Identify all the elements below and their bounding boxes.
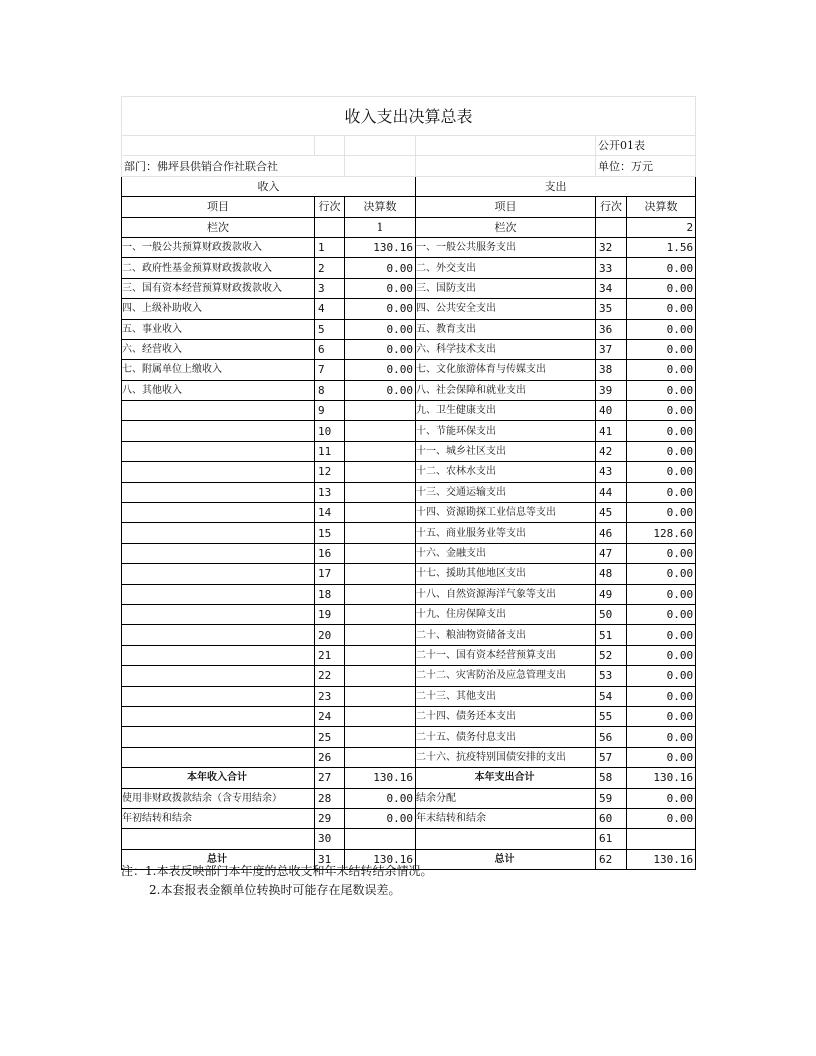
income-item-cell	[122, 503, 315, 523]
expense-section-header: 支出	[416, 176, 696, 196]
expense-line-cell: 44	[596, 482, 627, 502]
income-amount-cell	[345, 441, 416, 461]
expense-amount-cell: 0.00	[627, 278, 696, 298]
income-column-number: 1	[345, 217, 416, 237]
income-amount-cell	[345, 747, 416, 767]
expense-item-cell	[416, 829, 596, 849]
expense-line-cell: 54	[596, 686, 627, 706]
table-row	[122, 543, 696, 563]
income-line-cell: 17	[315, 564, 345, 584]
income-line-cell: 22	[315, 666, 345, 686]
expense-line-cell: 56	[596, 727, 627, 747]
income-item-cell: 六、经营收入	[122, 339, 315, 359]
page-title: 收入支出决算总表	[122, 97, 696, 136]
expense-amount-cell: 0.00	[627, 604, 696, 624]
income-item-cell: 总计	[122, 849, 315, 869]
expense-line-cell: 43	[596, 462, 627, 482]
income-item-cell: 使用非财政拨款结余（含专用结余）	[122, 788, 315, 808]
income-line-cell: 2	[315, 258, 345, 278]
income-item-cell	[122, 829, 315, 849]
expense-item-cell: 八、社会保障和就业支出	[416, 380, 596, 400]
income-line-cell: 6	[315, 339, 345, 359]
income-line-cell: 16	[315, 543, 345, 563]
expense-amount-cell: 0.00	[627, 645, 696, 665]
income-line-cell: 28	[315, 788, 345, 808]
expense-line-cell: 45	[596, 503, 627, 523]
income-item-cell	[122, 645, 315, 665]
income-line-cell: 15	[315, 523, 345, 543]
expense-line-cell: 37	[596, 339, 627, 359]
expense-amount-cell: 0.00	[627, 441, 696, 461]
expense-line-cell: 38	[596, 360, 627, 380]
expense-item-cell: 本年支出合计	[416, 768, 596, 788]
expense-amount-cell: 128.60	[627, 523, 696, 543]
income-line-cell: 4	[315, 299, 345, 319]
expense-line-cell: 34	[596, 278, 627, 298]
table-row	[122, 401, 696, 421]
income-item-cell	[122, 584, 315, 604]
unit-label: 单位：万元	[596, 156, 696, 176]
table-row	[122, 747, 696, 767]
table-row	[122, 339, 696, 359]
expense-line-cell: 49	[596, 584, 627, 604]
expense-line-cell: 39	[596, 380, 627, 400]
form-code: 公开01表	[596, 136, 696, 156]
expense-item-cell: 四、公共安全支出	[416, 299, 596, 319]
report-sheet	[121, 96, 695, 870]
table-row	[122, 604, 696, 624]
expense-line-cell: 47	[596, 543, 627, 563]
income-item-cell: 七、附属单位上缴收入	[122, 360, 315, 380]
income-amount-cell	[345, 604, 416, 624]
table-row	[122, 666, 696, 686]
expense-amount-cell: 0.00	[627, 421, 696, 441]
expense-line-cell: 46	[596, 523, 627, 543]
expense-line-cell: 57	[596, 747, 627, 767]
expense-line-header: 行次	[596, 197, 627, 217]
expense-item-cell: 二十五、债务付息支出	[416, 727, 596, 747]
expense-amount-cell: 0.00	[627, 503, 696, 523]
expense-line-cell: 42	[596, 441, 627, 461]
table-row	[122, 503, 696, 523]
table-row	[122, 482, 696, 502]
expense-item-cell: 十二、农林水支出	[416, 462, 596, 482]
income-item-cell	[122, 727, 315, 747]
expense-item-cell: 六、科学技术支出	[416, 339, 596, 359]
table-row	[122, 299, 696, 319]
income-item-cell	[122, 543, 315, 563]
expense-line-cell: 36	[596, 319, 627, 339]
footnote-1: 注：1.本表反映部门本年度的总收支和年末结转结余情况。	[121, 864, 433, 878]
income-line-cell: 23	[315, 686, 345, 706]
table-row	[122, 768, 696, 788]
expense-item-cell: 二十四、债务还本支出	[416, 706, 596, 726]
income-amount-cell: 0.00	[345, 788, 416, 808]
table-row	[122, 808, 696, 828]
expense-amount-cell: 0.00	[627, 401, 696, 421]
income-item-cell: 一、一般公共预算财政拨款收入	[122, 237, 315, 257]
expense-line-cell: 51	[596, 625, 627, 645]
expense-column-index-label: 栏次	[416, 217, 596, 237]
income-item-cell	[122, 401, 315, 421]
table-row	[122, 319, 696, 339]
income-amount-cell	[345, 523, 416, 543]
expense-item-cell: 十六、金融支出	[416, 543, 596, 563]
income-line-cell: 10	[315, 421, 345, 441]
table-row	[122, 625, 696, 645]
income-line-cell: 19	[315, 604, 345, 624]
table-row	[122, 727, 696, 747]
expense-line-cell: 62	[596, 849, 627, 869]
income-amount-cell	[345, 564, 416, 584]
table-row	[122, 645, 696, 665]
expense-item-header: 项目	[416, 197, 596, 217]
expense-item-cell: 十七、援助其他地区支出	[416, 564, 596, 584]
expense-line-cell: 52	[596, 645, 627, 665]
income-line-cell: 13	[315, 482, 345, 502]
expense-item-cell: 十九、住房保障支出	[416, 604, 596, 624]
expense-item-cell: 十五、商业服务业等支出	[416, 523, 596, 543]
expense-amount-cell: 0.00	[627, 625, 696, 645]
expense-item-cell: 总计	[416, 849, 596, 869]
income-amount-cell	[345, 727, 416, 747]
income-item-header: 项目	[122, 197, 315, 217]
income-line-cell: 25	[315, 727, 345, 747]
income-item-cell: 二、政府性基金预算财政拨款收入	[122, 258, 315, 278]
summary-table	[121, 96, 696, 870]
expense-item-cell: 一、一般公共服务支出	[416, 237, 596, 257]
income-amount-cell	[345, 462, 416, 482]
expense-amount-cell: 0.00	[627, 666, 696, 686]
expense-line-cell: 32	[596, 237, 627, 257]
footnote-2: 2.本套报表金额单位转换时可能存在尾数误差。	[149, 883, 401, 897]
expense-item-cell: 二十三、其他支出	[416, 686, 596, 706]
expense-line-cell: 48	[596, 564, 627, 584]
income-item-cell: 八、其他收入	[122, 380, 315, 400]
expense-amount-cell: 0.00	[627, 706, 696, 726]
income-amount-cell: 130.16	[345, 849, 416, 869]
table-row	[122, 564, 696, 584]
income-amount-cell: 0.00	[345, 380, 416, 400]
expense-line-cell: 58	[596, 768, 627, 788]
expense-amount-cell: 0.00	[627, 727, 696, 747]
expense-item-cell: 年末结转和结余	[416, 808, 596, 828]
expense-amount-cell: 1.56	[627, 237, 696, 257]
table-row	[122, 258, 696, 278]
expense-amount-cell: 0.00	[627, 564, 696, 584]
income-item-cell: 四、上级补助收入	[122, 299, 315, 319]
income-amount-cell: 130.16	[345, 768, 416, 788]
income-item-cell	[122, 625, 315, 645]
expense-amount-cell: 0.00	[627, 808, 696, 828]
expense-item-cell: 二十一、国有资本经营预算支出	[416, 645, 596, 665]
expense-line-cell: 59	[596, 788, 627, 808]
expense-amount-cell	[627, 829, 696, 849]
income-amount-cell	[345, 482, 416, 502]
expense-amount-cell: 0.00	[627, 360, 696, 380]
department-label: 部门：佛坪县供销合作社联合社	[122, 156, 345, 176]
expense-line-cell: 35	[596, 299, 627, 319]
expense-line-cell: 53	[596, 666, 627, 686]
income-item-cell	[122, 564, 315, 584]
expense-item-cell: 二十、粮油物资储备支出	[416, 625, 596, 645]
income-line-cell: 30	[315, 829, 345, 849]
income-amount-header: 决算数	[345, 197, 416, 217]
income-item-cell	[122, 686, 315, 706]
table-row	[122, 421, 696, 441]
income-amount-cell	[345, 625, 416, 645]
expense-item-cell: 二十六、抗疫特别国债安排的支出	[416, 747, 596, 767]
income-amount-cell: 0.00	[345, 258, 416, 278]
table-row	[122, 441, 696, 461]
expense-amount-cell: 0.00	[627, 747, 696, 767]
income-section-header: 收入	[122, 176, 416, 196]
table-row	[122, 686, 696, 706]
income-amount-cell	[345, 401, 416, 421]
table-row	[122, 706, 696, 726]
income-amount-cell: 130.16	[345, 237, 416, 257]
table-row	[122, 584, 696, 604]
expense-amount-cell: 130.16	[627, 849, 696, 869]
income-item-cell	[122, 421, 315, 441]
income-column-index-label: 栏次	[122, 217, 315, 237]
table-row	[122, 523, 696, 543]
income-line-cell: 27	[315, 768, 345, 788]
expense-item-cell: 十三、交通运输支出	[416, 482, 596, 502]
income-item-cell	[122, 706, 315, 726]
income-line-cell: 21	[315, 645, 345, 665]
income-line-cell: 14	[315, 503, 345, 523]
income-line-cell: 7	[315, 360, 345, 380]
table-row	[122, 380, 696, 400]
expense-line-cell: 60	[596, 808, 627, 828]
income-amount-cell: 0.00	[345, 808, 416, 828]
expense-amount-cell: 0.00	[627, 319, 696, 339]
income-amount-cell	[345, 706, 416, 726]
table-row	[122, 278, 696, 298]
income-item-cell	[122, 482, 315, 502]
expense-amount-cell: 0.00	[627, 543, 696, 563]
expense-item-cell: 十八、自然资源海洋气象等支出	[416, 584, 596, 604]
income-item-cell: 本年收入合计	[122, 768, 315, 788]
expense-item-cell: 七、文化旅游体育与传媒支出	[416, 360, 596, 380]
expense-amount-cell: 0.00	[627, 380, 696, 400]
income-amount-cell: 0.00	[345, 339, 416, 359]
expense-item-cell: 三、国防支出	[416, 278, 596, 298]
income-line-cell: 9	[315, 401, 345, 421]
income-amount-cell	[345, 829, 416, 849]
expense-line-cell: 33	[596, 258, 627, 278]
income-line-cell: 20	[315, 625, 345, 645]
expense-amount-cell: 0.00	[627, 686, 696, 706]
expense-amount-cell: 0.00	[627, 258, 696, 278]
income-line-cell: 29	[315, 808, 345, 828]
income-item-cell	[122, 523, 315, 543]
income-line-cell: 3	[315, 278, 345, 298]
income-amount-cell	[345, 666, 416, 686]
table-row	[122, 360, 696, 380]
table-row	[122, 237, 696, 257]
income-line-cell: 24	[315, 706, 345, 726]
income-line-cell: 1	[315, 237, 345, 257]
expense-amount-cell: 0.00	[627, 584, 696, 604]
expense-item-cell: 五、教育支出	[416, 319, 596, 339]
income-item-cell	[122, 462, 315, 482]
income-line-cell: 11	[315, 441, 345, 461]
expense-line-cell: 55	[596, 706, 627, 726]
expense-amount-cell: 0.00	[627, 462, 696, 482]
expense-amount-cell: 0.00	[627, 299, 696, 319]
income-line-cell: 31	[315, 849, 345, 869]
income-line-header: 行次	[315, 197, 345, 217]
income-item-cell	[122, 747, 315, 767]
expense-item-cell: 九、卫生健康支出	[416, 401, 596, 421]
income-amount-cell	[345, 421, 416, 441]
footnotes	[121, 862, 432, 900]
expense-item-cell: 十四、资源勘探工业信息等支出	[416, 503, 596, 523]
expense-amount-cell: 0.00	[627, 788, 696, 808]
expense-item-cell: 二十二、灾害防治及应急管理支出	[416, 666, 596, 686]
income-amount-cell	[345, 686, 416, 706]
income-item-cell: 三、国有资本经营预算财政拨款收入	[122, 278, 315, 298]
table-row	[122, 462, 696, 482]
expense-item-cell: 十一、城乡社区支出	[416, 441, 596, 461]
income-amount-cell: 0.00	[345, 299, 416, 319]
expense-column-number: 2	[627, 217, 696, 237]
income-amount-cell	[345, 645, 416, 665]
expense-amount-cell: 0.00	[627, 339, 696, 359]
expense-line-cell: 50	[596, 604, 627, 624]
table-row	[122, 788, 696, 808]
income-line-cell: 18	[315, 584, 345, 604]
table-row	[122, 829, 696, 849]
income-amount-cell	[345, 543, 416, 563]
income-line-cell: 12	[315, 462, 345, 482]
expense-item-cell: 二、外交支出	[416, 258, 596, 278]
income-amount-cell: 0.00	[345, 319, 416, 339]
income-amount-cell	[345, 503, 416, 523]
income-item-cell: 五、事业收入	[122, 319, 315, 339]
expense-item-cell: 十、节能环保支出	[416, 421, 596, 441]
expense-amount-header: 决算数	[627, 197, 696, 217]
income-line-cell: 26	[315, 747, 345, 767]
expense-amount-cell: 0.00	[627, 482, 696, 502]
income-amount-cell: 0.00	[345, 278, 416, 298]
expense-line-cell: 61	[596, 829, 627, 849]
expense-item-cell: 结余分配	[416, 788, 596, 808]
income-item-cell: 年初结转和结余	[122, 808, 315, 828]
income-line-cell: 8	[315, 380, 345, 400]
income-item-cell	[122, 604, 315, 624]
income-item-cell	[122, 666, 315, 686]
expense-amount-cell: 130.16	[627, 768, 696, 788]
income-item-cell	[122, 441, 315, 461]
expense-line-cell: 41	[596, 421, 627, 441]
income-line-cell: 5	[315, 319, 345, 339]
expense-line-cell: 40	[596, 401, 627, 421]
income-amount-cell: 0.00	[345, 360, 416, 380]
income-amount-cell	[345, 584, 416, 604]
